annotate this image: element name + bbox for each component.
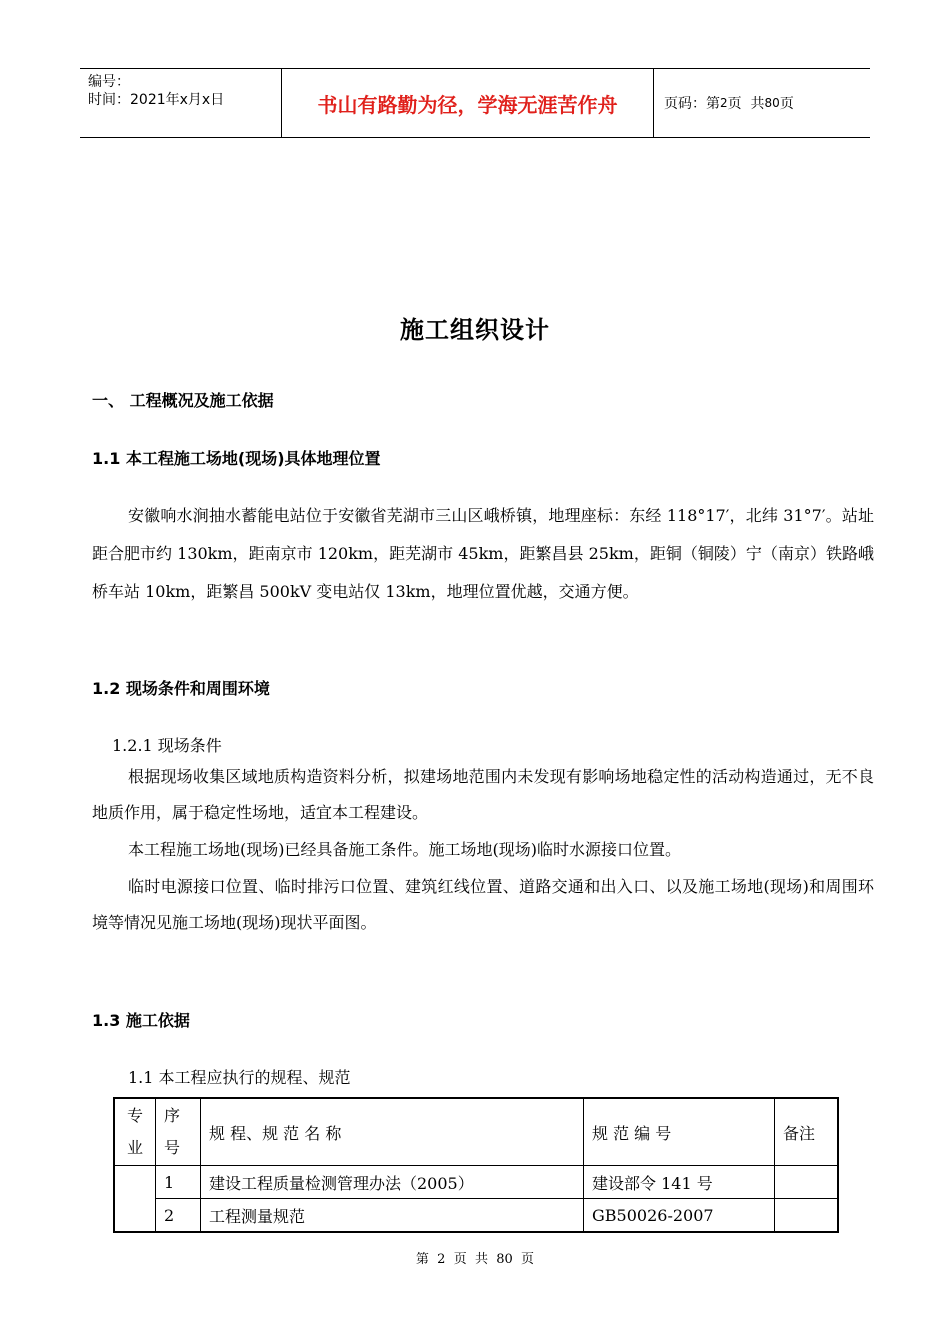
header-page-info: [654, 69, 870, 137]
header-index: 序号: [156, 1098, 201, 1166]
section-heading-1-1: 1.1 本工程施工场地(现场)具体地理位置: [92, 449, 381, 468]
cell-code: 建设部令 141 号: [584, 1166, 775, 1199]
section-heading-1: 一、 工程概况及施工依据: [92, 391, 274, 410]
header-meta: [80, 69, 282, 137]
page-title: 施工组织设计: [400, 316, 550, 344]
header-remark: 备注: [775, 1098, 839, 1166]
table-header-row: [114, 1098, 838, 1166]
standards-table: [113, 1097, 839, 1233]
header-code: 规 范 编 号: [584, 1098, 775, 1166]
subheading-1-2-1: 1.2.1 现场条件: [112, 736, 222, 755]
page-mid: 页 共: [727, 96, 765, 112]
cell-remark: [775, 1199, 839, 1233]
section-heading-1-3: 1.3 施工依据: [92, 1011, 190, 1030]
cell-name: 工程测量规范: [201, 1199, 584, 1233]
page-number: 2: [720, 96, 728, 110]
page-suffix: 页: [779, 96, 794, 112]
document-header: [80, 68, 870, 138]
cell-index: 2: [156, 1199, 201, 1233]
time-label: 时间：2021年x月x日: [88, 92, 225, 108]
cell-remark: [775, 1166, 839, 1199]
section-heading-1-2: 1.2 现场条件和周围环境: [92, 679, 270, 698]
table-row: [114, 1199, 838, 1233]
subheading-1-1: 1.1 本工程应执行的规程、规范: [128, 1068, 351, 1087]
header-motto: 书山有路勤为径，学海无涯苦作舟: [282, 69, 654, 137]
cell-specialty: [114, 1166, 156, 1233]
table-row: [114, 1166, 838, 1199]
page-prefix: 页码：第: [664, 96, 720, 112]
paragraph-condition-2: 本工程施工场地(现场)已经具备施工条件。施工场地(现场)临时水源接口位置。: [128, 840, 681, 859]
serial-label: 编号：: [88, 74, 130, 90]
header-specialty: 专业: [114, 1098, 156, 1166]
paragraph-location: 安徽响水涧抽水蓄能电站位于安徽省芜湖市三山区峨桥镇，地理座标：东经 118°17′，北纬 31°7′。站址距合肥市约 130km，距南京市 120km，距芜湖市 45km，距繁昌县 25km，距铜（铜陵）宁（南京）铁路峨桥车站 10km，距繁昌 500kV 变电站仅 13km，地理位置优越，交通方便。: [92, 506, 874, 601]
cell-code: GB50026-2007: [584, 1199, 775, 1233]
paragraph-condition-3: 临时电源接口位置、临时排污口位置、建筑红线位置、道路交通和出入口、以及施工场地(现场)和周围环境等情况见施工场地(现场)现状平面图。: [92, 877, 874, 932]
cell-name: 建设工程质量检测管理办法（2005）: [201, 1166, 584, 1199]
header-name: 规 程、规 范 名 称: [201, 1098, 584, 1166]
paragraph-condition-1: 根据现场收集区域地质构造资料分析，拟建场地范围内未发现有影响场地稳定性的活动构造通过，无不良地质作用，属于稳定性场地，适宜本工程建设。: [92, 767, 874, 822]
page-total: 80: [764, 96, 780, 110]
cell-index: 1: [156, 1166, 201, 1199]
page-footer: 第 2 页 共 80 页: [415, 1252, 535, 1267]
